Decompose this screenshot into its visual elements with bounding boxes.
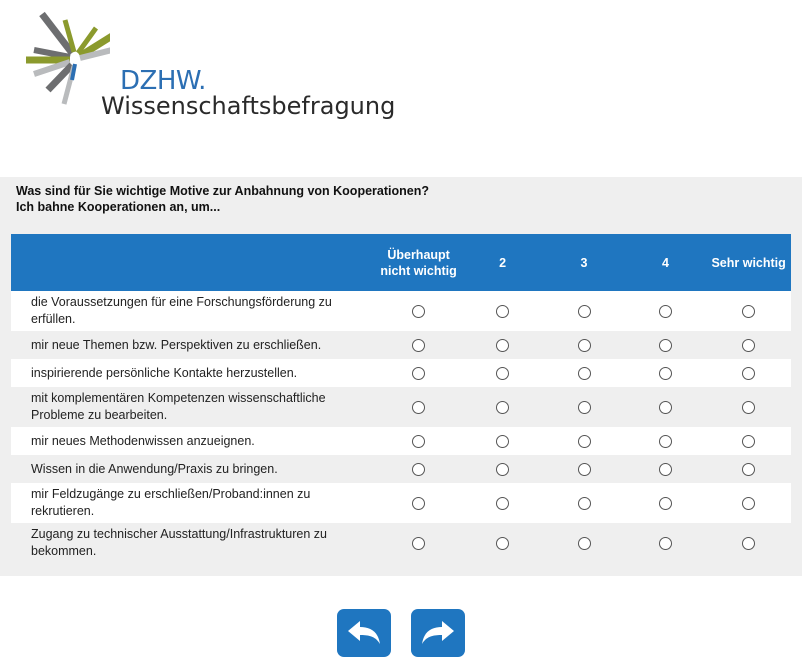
logo-brand-text: DZHW. — [120, 66, 206, 96]
matrix-row — [11, 331, 791, 359]
radio-option-2[interactable] — [496, 367, 509, 380]
scale-header-4: 4 — [625, 234, 706, 291]
scale-header-1: Überhaupt nicht wichtig — [375, 234, 461, 291]
matrix-row — [11, 387, 791, 427]
arrow-back-icon — [344, 618, 384, 648]
radio-option-5[interactable] — [742, 339, 755, 352]
matrix-row — [11, 455, 791, 483]
likert-matrix — [11, 234, 791, 563]
radio-option-2[interactable] — [496, 435, 509, 448]
matrix-row — [11, 483, 791, 523]
radio-option-1[interactable] — [412, 463, 425, 476]
radio-option-4[interactable] — [659, 367, 672, 380]
matrix-row — [11, 523, 791, 563]
matrix-row — [11, 359, 791, 387]
matrix-row — [11, 291, 791, 331]
radio-option-1[interactable] — [412, 305, 425, 318]
radio-option-4[interactable] — [659, 497, 672, 510]
radio-option-3[interactable] — [578, 339, 591, 352]
scale-header-2: 2 — [462, 234, 543, 291]
radio-option-4[interactable] — [659, 435, 672, 448]
question-panel — [0, 177, 802, 576]
question-text — [16, 183, 429, 215]
radio-option-2[interactable] — [496, 339, 509, 352]
radio-option-4[interactable] — [659, 305, 672, 318]
statement-label: mit komplementären Kompetenzen wissenschaftliche Probleme zu bearbeiten. — [11, 387, 375, 427]
radio-option-2[interactable] — [496, 537, 509, 550]
statement-label: die Voraussetzungen für eine Forschungsförderung zu erfüllen. — [11, 291, 375, 331]
question-line-2: Ich bahne Kooperationen an, um... — [16, 200, 221, 214]
radio-option-3[interactable] — [578, 367, 591, 380]
statement-column-header — [11, 234, 375, 291]
radio-option-5[interactable] — [742, 497, 755, 510]
statement-label: mir Feldzugänge zu erschließen/Proband:innen zu rekrutieren. — [11, 483, 375, 523]
radio-option-4[interactable] — [659, 339, 672, 352]
radio-option-3[interactable] — [578, 435, 591, 448]
radio-option-5[interactable] — [742, 367, 755, 380]
radio-option-5[interactable] — [742, 537, 755, 550]
radio-option-1[interactable] — [412, 367, 425, 380]
statement-label: inspirierende persönliche Kontakte herzustellen. — [11, 359, 375, 387]
radio-option-5[interactable] — [742, 463, 755, 476]
radio-option-5[interactable] — [742, 435, 755, 448]
scale-header-3: 3 — [543, 234, 624, 291]
radio-option-3[interactable] — [578, 463, 591, 476]
radio-option-1[interactable] — [412, 401, 425, 414]
scale-header-5: Sehr wichtig — [706, 234, 791, 291]
radio-option-2[interactable] — [496, 497, 509, 510]
radio-option-1[interactable] — [412, 537, 425, 550]
radio-option-3[interactable] — [578, 401, 591, 414]
radio-option-1[interactable] — [412, 339, 425, 352]
next-button[interactable] — [411, 609, 465, 657]
arrow-forward-icon — [418, 618, 458, 648]
matrix-header-row — [11, 234, 791, 291]
radio-option-5[interactable] — [742, 401, 755, 414]
statement-label: Zugang zu technischer Ausstattung/Infrastrukturen zu bekommen. — [11, 523, 375, 563]
radio-option-2[interactable] — [496, 305, 509, 318]
radio-option-1[interactable] — [412, 497, 425, 510]
radio-option-1[interactable] — [412, 435, 425, 448]
question-line-1: Was sind für Sie wichtige Motive zur Anbahnung von Kooperationen? — [16, 184, 429, 198]
radio-option-4[interactable] — [659, 537, 672, 550]
statement-label: mir neues Methodenwissen anzueignen. — [11, 427, 375, 455]
matrix-row — [11, 427, 791, 455]
radio-option-5[interactable] — [742, 305, 755, 318]
radio-option-3[interactable] — [578, 305, 591, 318]
statement-label: mir neue Themen bzw. Perspektiven zu erschließen. — [11, 331, 375, 359]
radio-option-2[interactable] — [496, 463, 509, 476]
radio-option-4[interactable] — [659, 401, 672, 414]
dzhw-logo — [20, 8, 400, 123]
statement-label: Wissen in die Anwendung/Praxis zu bringen. — [11, 455, 375, 483]
logo-name-text: Wissenschaftsbefragung — [101, 92, 396, 120]
back-button[interactable] — [337, 609, 391, 657]
logo-burst-icon — [20, 8, 110, 108]
radio-option-2[interactable] — [496, 401, 509, 414]
radio-option-4[interactable] — [659, 463, 672, 476]
radio-option-3[interactable] — [578, 497, 591, 510]
radio-option-3[interactable] — [578, 537, 591, 550]
